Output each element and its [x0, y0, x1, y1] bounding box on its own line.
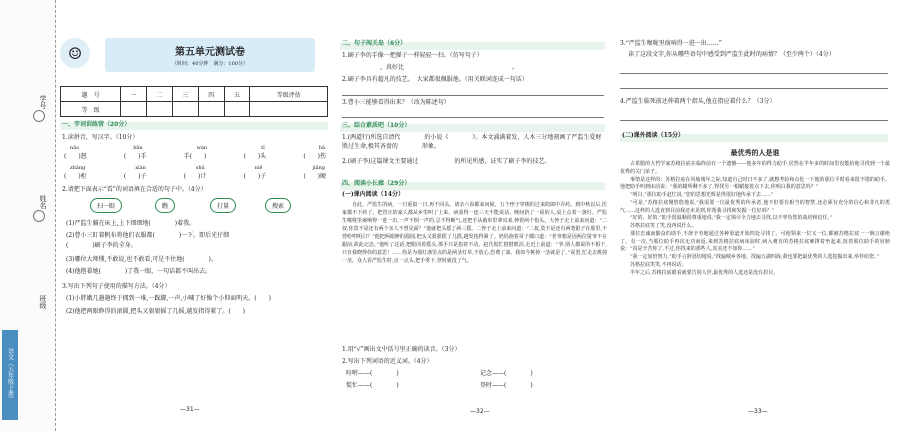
score-cell: 等级评估: [250, 87, 328, 102]
subsection-heading: (二)课外阅读（15分）: [622, 132, 685, 139]
word-pill: 瞧: [155, 198, 175, 213]
question-text: 2.请把下面表示“看”的词语填在合适的句子中。（4分）: [62, 186, 207, 193]
page-number: —33—: [748, 408, 768, 415]
page-number: —32—: [470, 408, 490, 415]
question-text: 读了这段文字,你从哪些语句中感受到严监生此时的病情？（至少两个）（4分）: [628, 51, 835, 58]
student-id-label: 学号: [39, 95, 47, 109]
word-pill: 搜索: [265, 198, 291, 213]
binding-spine: [0, 0, 56, 431]
answer-line[interactable]: [620, 73, 888, 74]
answer-line[interactable]: [342, 95, 604, 96]
question-text: 1.刷子李的手像一把掸子一样轻轻一扫。（仿写句子）: [342, 52, 483, 59]
synonym-item[interactable]: 慌忙——( ): [346, 382, 399, 389]
subsection-heading: (一)课内阅读（14分）: [342, 191, 405, 198]
answer-row[interactable]: ( )怒 ( )手 手( ) ( )头 ( )伤: [64, 153, 326, 160]
score-cell: 题 号: [61, 87, 121, 102]
question-text: 1.(两道行)所选自清代 的小说《 》。本文涌满着发，人木三分地刻画了严监生爱财胜过生命,极其吝啬的 形象。: [342, 134, 602, 150]
score-cell: 五: [224, 87, 250, 102]
answer-line[interactable]: [342, 117, 604, 118]
word-pill: 打量: [210, 198, 236, 213]
question-text: 2.写出下列词语的近义词。（4分）: [342, 358, 433, 365]
reading-passage: 自此，严监生的病，一日重似一日,再不回头。诸亲六眷都来问候。五个侄子穿梭的过来陪郎中弄药。到中秋以后,医家都不下药了。把管庄的家人都从乡里叫了上来。病重得一连三天不能说话。晚间挤了一屋的人,桌上点着一盏灯。严监生喉咙里痰响得一进一出,一声不倒一声的,总不得断气,还把手从被单里拿出来,伸着两个指头。大侄子走上前来问道：“二叔,你莫不是还有两个亲人不曾见面？”他就把头摇了两三摇。二侄子走上前来问道：“二叔,莫不是还有两笔银子在那里,不曾吩咐明白？”他把两眼睁的溜圆,把头又狠狠摇了几摇,越发指得紧了。奶妈抱着哥子插口道：“老爷想是因两位舅爷不在跟前,故此记念。”他听了这话,把眼闭着摇头,那手只是指着不动。赵氏慌忙揩揩眼泪,走近上前道：“爷,别人都说的不相干,只有我晓得你的意思！……你是为那灯盏里点的是两茎灯草,不放心,恐费了油。我如今挑掉一茎就是了。”说罢,忙走去挑掉一茎。众人看严监生时,点一点头,把手垂下,登时就没了气。: [342, 202, 607, 264]
question-text: 2.刷子李具有超凡的技艺。 大家都很佩服他。（用关联词连成一句话）: [342, 76, 528, 83]
answer-row[interactable]: ( )柜 ( )子 ( )计 ( )子 ( )硬: [64, 173, 326, 180]
question-text: 2.(刷子李)这篇课文主要通过 的所见所感，证实了刷子李的技艺。: [342, 158, 551, 165]
answer-line[interactable]: [620, 120, 888, 121]
passage-title: 最优秀的人是谁: [730, 149, 780, 157]
question-text: 1.用“√”画出文中括号里正确的读音。（3分）: [342, 346, 461, 353]
section-heading: 四、阅读小长廊（29分）: [342, 180, 411, 187]
score-cell: 等 级: [61, 102, 121, 117]
synonym-item[interactable]: 吩咐——( ): [346, 370, 399, 377]
grade-tab: 语文（五年级下册）: [2, 330, 18, 420]
class-label: 班级: [39, 295, 47, 309]
page-title: 第五单元测试卷: [175, 47, 245, 58]
section-heading: 三、综合素质吧（10分）: [342, 122, 411, 129]
question-text: 3.写出下列句子使用的描写方法。（4分）: [62, 283, 171, 290]
score-cell: 一: [121, 87, 147, 102]
section-heading: 一、字词训练营（20分）: [62, 121, 131, 128]
title-banner: [105, 38, 315, 72]
answer-line[interactable]: [620, 88, 888, 89]
score-cell: 三: [172, 87, 198, 102]
question-text: (3)哪位大师懂,不敢说,也不敢看,可是不住地( )。: [66, 256, 217, 263]
synonym-item[interactable]: 记念——( ): [480, 370, 533, 377]
question-text: 3.曹小三能够看得出来？（改为陈述句）: [342, 99, 450, 106]
pinyin-row: nǎo bān wàn tǐ bā: [70, 145, 325, 151]
question-text: (2)他把两眼睁得的滚圆,把头又狠狠摇了几摇,越发指得紧了。( ): [66, 308, 245, 315]
mascot-icon: ☺: [60, 38, 90, 68]
question-text: (2)曹小三盯着帆布将他们衣服都( )一下。即后光仔细: [66, 232, 230, 239]
question-text: 1.读拼音，写汉字。（10分）: [62, 134, 139, 141]
name-label: 姓名: [39, 195, 47, 209]
page-subtitle: （时间：40分钟 满分：100分）: [172, 61, 248, 67]
score-cell: 二: [147, 87, 173, 102]
reading-passage: 古希腊的大哲学家苏格拉底在临终前有一个遗憾——他多年的得力助手,居然在半年多的时间里没能给他寻找到一个最优秀的关门弟子。 事情是这样的：苏格拉底在风烛残年之际,知道自己时日不多了,就想考验和点化一下他的那位平时看来很不错的助手。他把助手叫到床前说：“我的蜡所剩不多了,得找另一根蜡接着点下去,你明白我的意思吗？” “明白,”那位助手赶忙说,“您的思想光辉是得很好地传承下去……” “可是,”苏格拉底慢悠悠地说,“我需要一位最优秀的传承者,他不但要有相当的智慧,还必须有充分的信心和非凡的勇气……这样的人选直到目前我还未见到,你帮我寻找和发掘一位好吗？” “好的、好的,”助手很温顺很尊重地说,“我一定竭尽全力地去寻找,以不辜负您的栽培和信任。” 苏格拉底笑了笑,没再说什么。 那位忠诚而勤奋的助手,不辞辛劳地通过各种渠道开始四处寻找了。可他领来一位又一位,都被苏格拉底一一婉言谢绝了。有一次,当那位助手再次无功而返,来到苏格拉底病床前时,病入膏肓的苏格拉底硬撑着坐起来,抚着那位助手的肩膀说：“真是辛苦你了,不过,你找来的那些人,其实还不如你……” “我一定加倍努力,”助手言辞恳切地说,“找遍城乡各地、找遍五湖四海,我也要把最优秀的人选挖掘出来,举荐给您。” 苏格拉底笑笑,不再说话。 半年之后,苏格拉底眼看就要告别人世,最优秀的人选还是没有眉目。: [620, 161, 890, 276]
binding-hole: [33, 210, 45, 222]
question-text: (1)小胖娥几趟趟终于拥到一堆,一跺脚,一声,小喊了好像个小仰面明天。( ): [66, 295, 271, 302]
word-pill: 扫一眼: [90, 198, 122, 213]
pinyin-row: zhǎng xiàn shǔ niē jiāng: [70, 165, 325, 171]
question-text: (4)他抱着她( )了我一眼，一句话都不叫出去。: [66, 268, 212, 275]
question-text: ( )刷子李的全身。: [66, 242, 137, 249]
question-text: 3.“严监生喉咙里痰响得一进一出……”: [620, 40, 722, 47]
score-cell: 四: [198, 87, 224, 102]
synonym-item[interactable]: 登时——( ): [480, 382, 533, 389]
question-text: ，真好比 。: [380, 64, 519, 71]
question-text: 4.严监生临死前还伸着两个指头,他在指应着什么？（3分）: [620, 98, 776, 105]
question-text: (1)严监生躺在床上,上下细细地( )着我。: [66, 220, 196, 227]
section-heading: 二、句子闯关岛（6分）: [342, 40, 407, 47]
page-number: —31—: [180, 406, 200, 413]
score-table: [60, 86, 328, 117]
binding-hole: [33, 110, 45, 122]
